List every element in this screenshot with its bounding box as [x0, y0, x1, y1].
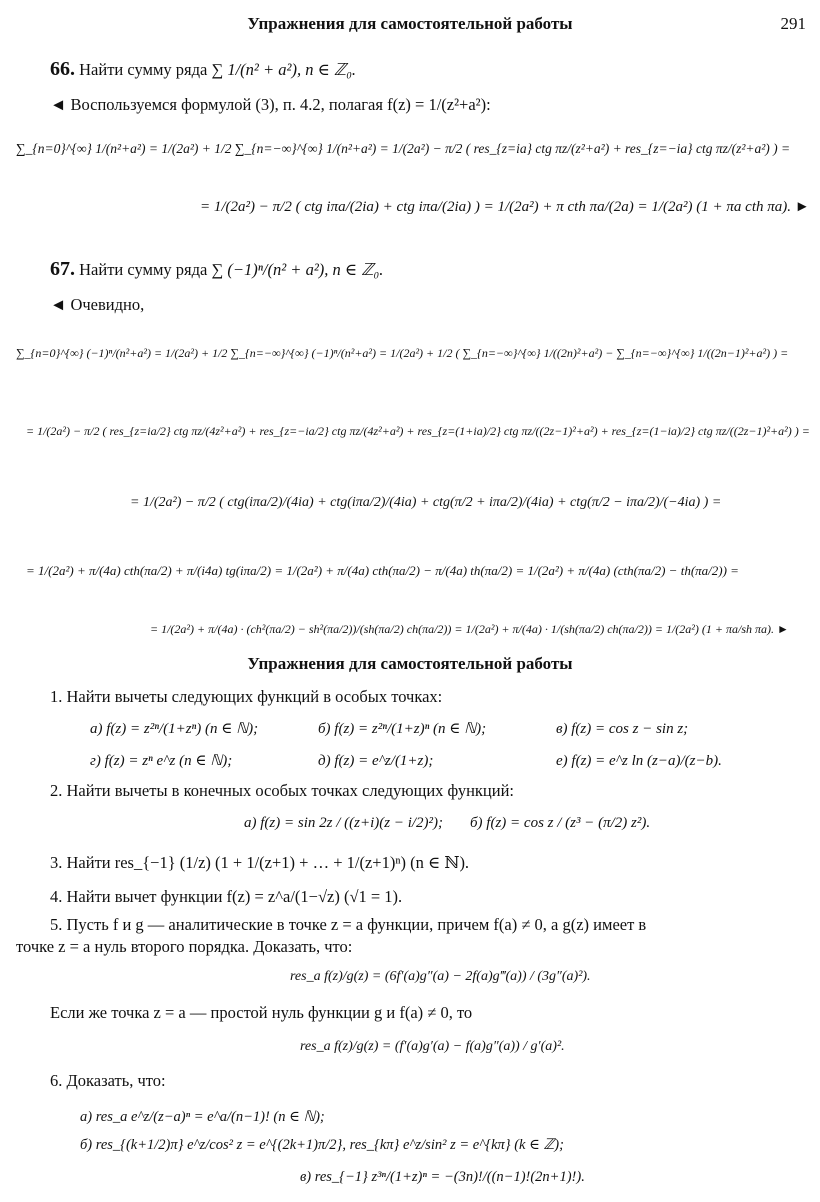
exercise-5-formula-2: res_a f(z)/g(z) = (f′(a)g′(a) − f(a)g″(a)) / g′(a)².: [300, 1039, 565, 1054]
exercise-6c: в) res_{−1} z³ⁿ/(1+z)ⁿ = −(3n)!/((n−1)!(2n+1)!).: [300, 1169, 585, 1185]
exercise-6a: а) res_a e^z/(z−a)ⁿ = e^a/(n−1)! (n ∈ ℕ);: [80, 1109, 325, 1125]
exercise-6-text: 6. Доказать, что:: [50, 1071, 166, 1090]
exercise-5-text-1: 5. Пусть f и g — аналитические в точке z = a функции, причем f(a) ≠ 0, а g(z) имеет в: [50, 915, 647, 934]
exercise-6b: б) res_{(k+1/2)π} e^z/cos² z = e^{(2k+1)π/2}, res_{kπ} e^z/sin² z = e^{kπ} (k ∈ ℤ);: [80, 1137, 564, 1153]
exercise-1c: в) f(z) = cos z − sin z;: [556, 721, 689, 737]
running-title: Упражнения для самостоятельной работы: [247, 14, 573, 33]
problem-67-solution-intro: ◄ Очевидно,: [50, 295, 145, 314]
page-number: 291: [780, 14, 806, 33]
exercise-1-text: 1. Найти вычеты следующих функций в особых точках:: [50, 687, 443, 706]
problem-66-text: Найти сумму ряда: [79, 60, 208, 79]
problem-67-number: 67.: [50, 258, 75, 280]
exercise-5-text-2: точке z = a нуль второго порядка. Доказать, что:: [16, 937, 353, 956]
exercise-1e: д) f(z) = e^z/(1+z);: [318, 753, 434, 769]
problem-67-equation-2: = 1/(2a²) − π/2 ( res_{z=ia/2} ctg πz/(4z²+a²) + res_{z=−ia/2} ctg πz/(4z²+a²) + res_{z=(1+ia)/2} ctg πz/((2z−1)²+a²) + res_{z=(1−ia)/2} ctg πz/((2z−1)²+a²) ) =: [26, 424, 810, 438]
problem-66-statement: [50, 58, 356, 81]
exercise-1d: г) f(z) = zⁿ e^z (n ∈ ℕ);: [90, 753, 233, 769]
exercises-title: Упражнения для самостоятельной работы: [247, 654, 573, 673]
problem-66-solution-intro: ◄ Воспользуемся формулой (3), п. 4.2, полагая f(z) = 1/(z²+a²):: [50, 95, 491, 114]
exercise-1f: е) f(z) = e^z ln (z−a)/(z−b).: [556, 753, 722, 769]
exercise-3: 3. Найти res_{−1} (1/z) (1 + 1/(z+1) + … + 1/(z+1)ⁿ) (n ∈ ℕ).: [50, 853, 470, 872]
exercise-1b: б) f(z) = z²ⁿ/(1+z)ⁿ (n ∈ ℕ);: [318, 721, 487, 737]
problem-66-number: 66.: [50, 58, 75, 80]
problem-66-equation-2: = 1/(2a²) − π/2 ( ctg iπa/(2ia) + ctg iπa/(2ia) ) = 1/(2a²) + π cth πa/(2a) = 1/(2a²) (1 + πa cth πa). ►: [200, 199, 810, 215]
exercise-5-text-3: Если же точка z = a — простой нуль функции g и f(a) ≠ 0, то: [50, 1003, 473, 1022]
problem-66-series: ∑ 1/(n² + a²), n ∈ ℤ₀.: [211, 60, 357, 79]
exercise-2b: б) f(z) = cos z / (z³ − (π/2) z²).: [470, 815, 651, 831]
problem-67-equation-4: = 1/(2a²) + π/(4a) cth(πa/2) + π/(i4a) tg(iπa/2) = 1/(2a²) + π/(4a) cth(πa/2) − π/(4a) th(πa/2) = 1/(2a²) + π/(4a) (cth(πa/2) − th(πa/2)) =: [26, 563, 739, 578]
exercise-2-text: 2. Найти вычеты в конечных особых точках следующих функций:: [50, 781, 514, 800]
problem-67-statement: [50, 258, 383, 281]
exercise-1a: а) f(z) = z²ⁿ/(1+zⁿ) (n ∈ ℕ);: [90, 721, 259, 737]
exercise-5-formula-1: res_a f(z)/g(z) = (6f′(a)g″(a) − 2f(a)g‴(a)) / (3g″(a)²).: [290, 969, 591, 984]
exercise-2a: а) f(z) = sin 2z / ((z+i)(z − i/2)²);: [244, 815, 444, 831]
problem-66-equation-1: ∑_{n=0}^{∞} 1/(n²+a²) = 1/(2a²) + 1/2 ∑_{n=−∞}^{∞} 1/(n²+a²) = 1/(2a²) − π/2 ( res_{z=ia} ctg πz/(z²+a²) + res_{z=−ia} ctg πz/(z²+a²) ) =: [16, 141, 791, 156]
problem-67-equation-3: = 1/(2a²) − π/2 ( ctg(iπa/2)/(4ia) + ctg(iπa/2)/(4ia) + ctg(π/2 + iπa/2)/(4ia) + ctg(π/2 − iπa/2)/(−4ia) ) =: [130, 495, 722, 510]
problem-67-equation-1: ∑_{n=0}^{∞} (−1)ⁿ/(n²+a²) = 1/(2a²) + 1/2 ∑_{n=−∞}^{∞} (−1)ⁿ/(n²+a²) = 1/(2a²) + 1/2 ( ∑_{n=−∞}^{∞} 1/((2n)²+a²) − ∑_{n=−∞}^{∞} 1/((2n−1)²+a²) ) =: [16, 346, 789, 360]
exercise-4: 4. Найти вычет функции f(z) = z^a/(1−√z) (√1 = 1).: [50, 887, 403, 906]
page-header: [0, 12, 820, 38]
problem-67-equation-5: = 1/(2a²) + π/(4a) · (ch²(πa/2) − sh²(πa/2))/(sh(πa/2) ch(πa/2)) = 1/(2a²) + π/(4a) · 1/(sh(πa/2) ch(πa/2)) = 1/(2a²) (1 + πa/sh πa). ►: [150, 622, 789, 636]
problem-67-series: ∑ (−1)ⁿ/(n² + a²), n ∈ ℤ₀.: [211, 260, 384, 279]
problem-67-text: Найти сумму ряда: [79, 260, 208, 279]
